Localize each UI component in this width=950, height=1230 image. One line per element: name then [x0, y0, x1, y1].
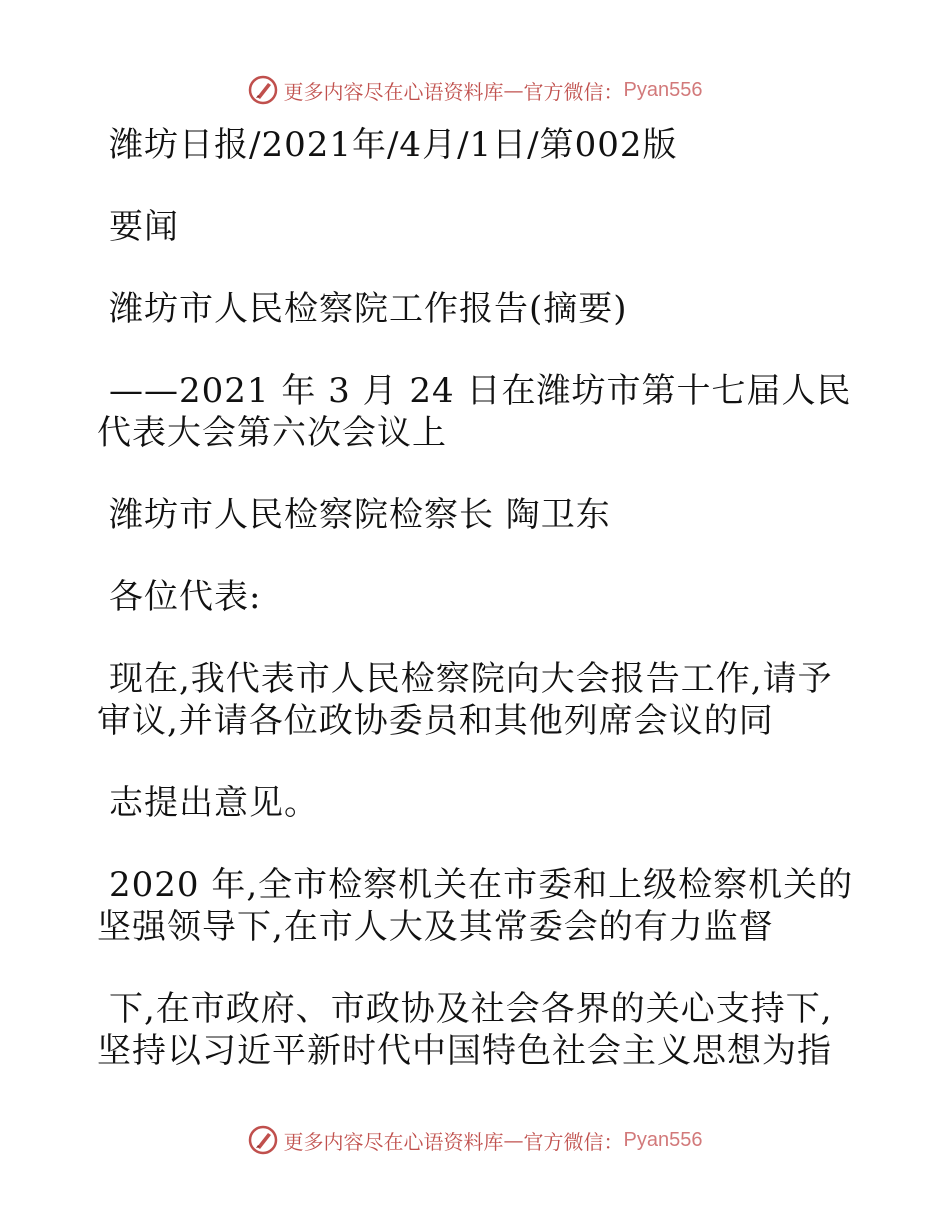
report-author: 潍坊市人民检察院检察长 陶卫东	[109, 495, 611, 535]
banner-wechat-id: Pyan556	[623, 78, 703, 101]
paragraph-line: 坚强领导下,在市人大及其常委会的有力监督	[97, 907, 774, 947]
banner-text: 更多内容尽在心语资料库	[283, 79, 504, 104]
paragraph-intro	[97, 658, 837, 742]
banner-wechat-id: Pyan556	[623, 1128, 703, 1151]
report-title: 潍坊市人民检察院工作报告(摘要)	[109, 289, 628, 329]
paragraph-line: 现在,我代表市人民检察院向大会报告工作,请予	[109, 659, 833, 699]
paragraph-continuation: 志提出意见。	[109, 783, 319, 823]
banner-separator: —	[503, 78, 524, 102]
salutation: 各位代表:	[109, 577, 262, 617]
source-line: 潍坊日报/2021年/4月/1日/第002版	[109, 125, 678, 165]
footer-banner	[0, 1120, 950, 1160]
paragraph-line: 审议,并请各位政协委员和其他列席会议的同	[97, 701, 774, 741]
paragraph-line: 坚持以习近平新时代中国特色社会主义思想为指	[97, 1031, 832, 1071]
banner-separator: —	[503, 1128, 524, 1152]
subtitle-line: ——2021 年 3 月 24 日在潍坊市第十七届人民	[109, 371, 852, 411]
banner-label: 官方微信：	[523, 1129, 624, 1154]
report-subtitle	[97, 370, 852, 454]
banner-text: 更多内容尽在心语资料库	[283, 1129, 504, 1154]
document-body	[97, 124, 854, 1112]
paragraph-line: 2020 年,全市检察机关在市委和上级检察机关的	[109, 865, 854, 905]
quill-pen-logo-icon	[248, 75, 278, 105]
paragraph-2020	[97, 864, 854, 948]
header-banner	[0, 70, 950, 110]
banner-label: 官方微信：	[523, 79, 624, 104]
section-label: 要闻	[109, 207, 179, 247]
subtitle-line: 代表大会第六次会议上	[97, 413, 447, 453]
paragraph-line: 下,在市政府、市政协及社会各界的关心支持下,	[109, 989, 833, 1029]
quill-pen-logo-icon	[248, 1125, 278, 1155]
paragraph-support	[97, 988, 837, 1072]
